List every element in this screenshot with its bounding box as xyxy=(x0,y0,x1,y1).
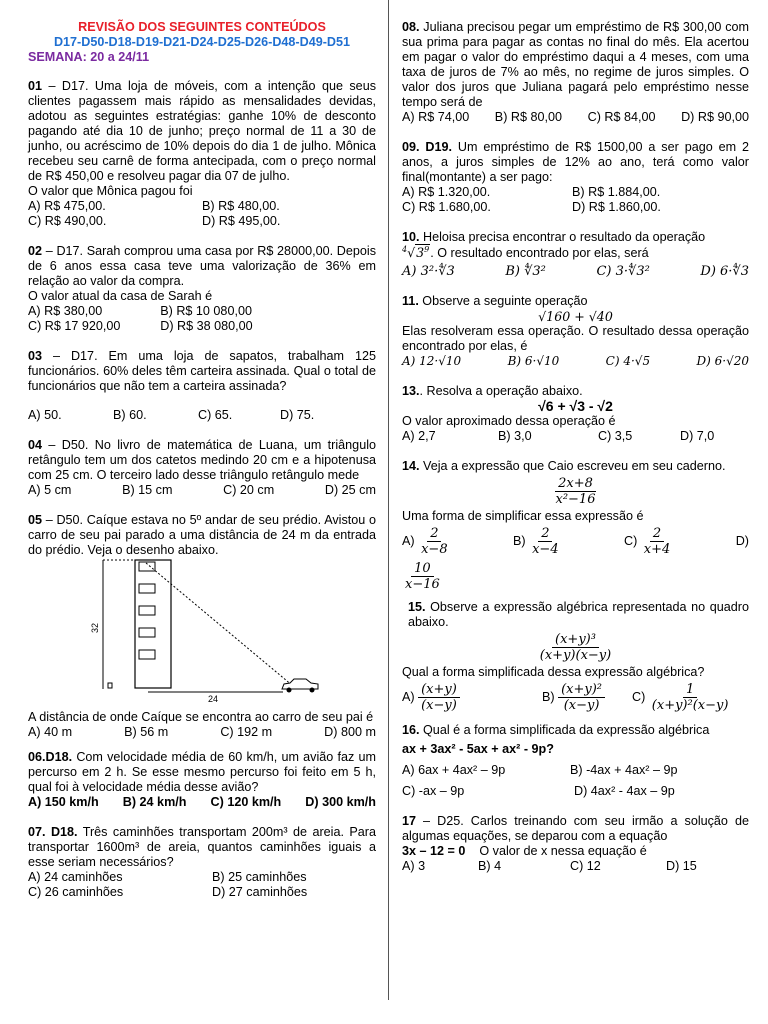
option-c[interactable]: C) 3·∜3² xyxy=(596,264,650,279)
question-number: 11. xyxy=(402,294,419,308)
question-text: Juliana precisou pegar um empréstimo de R$ 300,00 com sua prima para pagar as contas no final do mês. Ela acertou em pagar o valor do empréstimo daqui a 4 meses, com uma taxa de juros de 7% ao mês, no regime de juros simples. O valor dos juros que Juliana pagará pelo empréstimo nesse tempo será de xyxy=(402,20,749,109)
option-numerator: (x+y)² xyxy=(558,682,605,698)
question-prompt: Qual a forma simplificada dessa expressão algébrica? xyxy=(402,665,705,679)
expression: ax + 3ax² - 5ax + ax² - 9p? xyxy=(402,742,554,756)
option-b[interactable]: B) 6·√10 xyxy=(507,354,560,368)
question-text: Qual é a forma simplificada da expressão algébrica xyxy=(419,723,710,737)
option-d[interactable]: D) 300 km/h xyxy=(305,795,376,809)
option-b[interactable]: B) 25 caminhões xyxy=(212,870,307,884)
option-b[interactable] xyxy=(542,682,632,713)
option-c[interactable]: C) 4·√5 xyxy=(605,354,651,368)
question-text: Três caminhões transportam 200m³ de areia. Para transportar 1600m³ de areia, quantos caminhões iguais a esse seriam necessários? xyxy=(28,825,376,869)
options xyxy=(28,304,376,334)
option-label: B) xyxy=(513,533,526,548)
option-label: A) xyxy=(402,533,415,548)
option-d[interactable]: D) R$ 1.860,00. xyxy=(572,200,661,214)
fraction-denominator: (x+y)(x−y) xyxy=(539,648,612,663)
option-numerator: 10 xyxy=(411,561,434,577)
left-column xyxy=(28,20,376,915)
options xyxy=(402,110,749,125)
option-a[interactable]: A) 2,7 xyxy=(402,429,436,443)
option-denominator: x+4 xyxy=(643,542,671,557)
option-d-label[interactable]: D) xyxy=(735,534,749,548)
option-d[interactable]: D) 15 xyxy=(666,859,697,873)
option-label: C) xyxy=(632,689,646,704)
options xyxy=(402,354,749,369)
option-b[interactable]: B) R$ 1.884,00. xyxy=(572,185,661,199)
question-text: Heloisa precisa encontrar o resultado da operação xyxy=(419,230,706,244)
options xyxy=(28,408,376,423)
option-denominator: x−16 xyxy=(405,577,440,592)
option-b[interactable]: B) 56 m xyxy=(124,725,169,739)
option-a[interactable]: A) 50. xyxy=(28,408,62,422)
header-week: SEMANA: 20 a 24/11 xyxy=(28,50,150,64)
options xyxy=(28,870,376,900)
option-b[interactable]: B) ∜3² xyxy=(505,264,546,279)
options xyxy=(28,725,376,740)
options xyxy=(28,483,376,498)
fraction-numerator: 2x+8 xyxy=(555,476,596,492)
options xyxy=(28,795,376,810)
option-c[interactable]: C) R$ 490,00. xyxy=(28,214,107,228)
option-denominator: (x−y) xyxy=(421,698,457,713)
option-c[interactable]: C) 192 m xyxy=(220,725,273,739)
question-number: 13. xyxy=(402,384,420,398)
option-b[interactable]: B) 15 cm xyxy=(122,483,173,497)
equation: 3x – 12 = 0 xyxy=(402,844,466,858)
option-d[interactable]: D) 4ax² - 4ax – 9p xyxy=(574,784,675,798)
option-a[interactable] xyxy=(402,526,451,557)
option-c[interactable]: C) R$ 1.680,00. xyxy=(402,200,491,214)
option-denominator: x−4 xyxy=(532,542,559,557)
option-c[interactable]: C) 26 caminhões xyxy=(28,885,124,899)
radical-expression: $^4√3^9$ xyxy=(402,244,430,260)
option-numerator: 1 xyxy=(683,682,697,698)
option-a[interactable]: A) 3 xyxy=(402,859,426,873)
option-a[interactable] xyxy=(402,682,542,713)
option-a[interactable]: A) R$ 475,00. xyxy=(28,199,106,213)
option-b[interactable]: B) -4ax + 4ax² – 9p xyxy=(570,763,678,777)
question-text: Com velocidade média de 60 km/h, um avião faz um percurso em 2 h. Se esse mesmo percurso foi feito em 5 h, qual foi à velocidade média desse avião? xyxy=(28,750,376,794)
option-d[interactable]: D) 27 caminhões xyxy=(212,885,308,899)
question-03 xyxy=(28,349,376,423)
question-number: 03 xyxy=(28,349,43,363)
option-b[interactable]: B) 24 km/h xyxy=(122,795,187,809)
question-text: Veja a expressão que Caio escreveu em seu caderno. xyxy=(419,459,726,473)
right-column xyxy=(402,20,749,889)
question-text-2: . O resultado encontrado por elas, será xyxy=(430,246,649,260)
fraction-numerator: (x+y)³ xyxy=(552,632,599,648)
building xyxy=(108,560,171,688)
building-car-diagram xyxy=(28,558,376,710)
fraction-denominator: x²−16 xyxy=(555,492,596,507)
option-a[interactable]: A) 3²·∜3 xyxy=(402,264,455,279)
option-a[interactable]: A) 24 caminhões xyxy=(28,870,123,884)
option-label: A) xyxy=(402,689,415,704)
question-07 xyxy=(28,825,376,900)
header-title: REVISÃO DOS SEGUINTES CONTEÚDOS xyxy=(78,20,326,34)
question-text: . Resolva a operação abaixo. xyxy=(419,384,583,398)
option-b[interactable]: B) 4 xyxy=(478,859,502,873)
question-13 xyxy=(402,384,749,444)
option-a[interactable]: A) 12·√10 xyxy=(402,354,462,368)
question-number: 06.D18. xyxy=(28,750,73,764)
question-text: – D17. Em uma loja de sapatos, trabalham 125 funcionários. 60% deles têm carteira assinada. Qual o total de funcionários que não tem a carteira assinada? xyxy=(28,349,376,393)
option-c[interactable]: C) R$ 84,00 xyxy=(587,110,656,124)
options xyxy=(28,199,376,229)
question-number: 02 xyxy=(28,244,43,258)
question-06 xyxy=(28,750,376,810)
operation-expression: √6 + √3 - √2 xyxy=(538,398,613,414)
question-prompt: O valor de x nessa equação é xyxy=(479,844,647,858)
option-b[interactable]: B) R$ 480,00. xyxy=(202,199,280,213)
question-number: 08. xyxy=(402,20,420,34)
question-number: 07. D18. xyxy=(28,825,78,839)
option-denominator: (x−y) xyxy=(563,698,600,713)
question-text: Um empréstimo de R$ 1500,00 a ser pago em 2 anos, a juros simples de 12% ao ano, terá como valor final(montante) a ser pago: xyxy=(402,140,749,184)
option-b[interactable]: B) R$ 10 080,00 xyxy=(160,304,252,318)
option-d[interactable]: D) R$ 38 080,00 xyxy=(160,319,253,333)
header-codes: D17-D50-D18-D19-D21-D24-D25-D26-D48-D49-D51 xyxy=(53,35,351,49)
question-text-2: Elas resolveram essa operação. O resultado dessa operação encontrado por elas, é xyxy=(402,324,749,353)
question-text: Observe a seguinte operação xyxy=(418,294,588,308)
question-number: 14. xyxy=(402,459,420,473)
question-text: – D25. Carlos treinando com seu irmão a solução de algumas equações, se deparou com a equação xyxy=(402,814,749,843)
question-prompt: O valor que Mônica pagou foi xyxy=(28,184,193,198)
question-text: – D50. Caíque estava no 5º andar de seu prédio. Avistou o carro de seu pai parado a uma distância de 24 m da entrada do prédio. Veja o desenho abaixo. xyxy=(28,513,376,557)
option-a[interactable]: A) R$ 1.320,00. xyxy=(402,185,491,199)
option-c[interactable]: C) 12 xyxy=(570,859,601,873)
question-text: – D50. No livro de matemática de Luana, um triângulo retângulo tem um dos catetos medindo 20 cm e a hipotenusa com 25 cm. O terceiro lado desse triângulo retângulo mede xyxy=(28,438,376,482)
expression-fraction xyxy=(553,476,599,507)
option-a[interactable]: A) 40 m xyxy=(28,725,73,739)
option-c[interactable]: C) R$ 17 920,00 xyxy=(28,319,121,333)
expression-fraction xyxy=(537,632,614,663)
question-15 xyxy=(402,600,749,713)
question-02 xyxy=(28,244,376,334)
option-denominator: (x+y)²(x−y) xyxy=(651,698,729,713)
options xyxy=(402,429,749,444)
question-number: 17 xyxy=(402,814,417,828)
option-c[interactable] xyxy=(624,526,673,557)
option-c[interactable]: C) -ax – 9p xyxy=(402,784,465,798)
option-numerator: 2 xyxy=(538,526,552,542)
option-c[interactable]: C) 120 km/h xyxy=(210,795,282,809)
options xyxy=(402,682,749,713)
option-b[interactable]: B) 3,0 xyxy=(498,429,532,443)
options xyxy=(402,859,749,874)
question-04 xyxy=(28,438,376,498)
column-divider xyxy=(388,0,389,1000)
option-a[interactable]: A) 150 km/h xyxy=(28,795,99,809)
question-text: – D17. Sarah comprou uma casa por R$ 28000,00. Depois de 6 anos essa casa teve uma valorização de 36% em relação ao valor da compra. xyxy=(28,244,376,288)
options xyxy=(402,526,749,557)
question-number: 10. xyxy=(402,230,420,244)
question-number: 16. xyxy=(402,723,420,737)
option-b[interactable]: B) 60. xyxy=(113,408,147,422)
question-number: 15. xyxy=(408,600,426,614)
question-prompt: A distância de onde Caíque se encontra ao carro de seu pai é xyxy=(28,710,374,724)
option-d[interactable]: D) 800 m xyxy=(324,725,376,739)
question-01 xyxy=(28,79,376,229)
option-c[interactable]: C) 3,5 xyxy=(598,429,633,443)
question-09 xyxy=(402,140,749,215)
question-text: Observe a expressão algébrica representada no quadro abaixo. xyxy=(408,600,749,629)
question-text: – D17. Uma loja de móveis, com a intenção que seus clientes pagassem mais rápido as mensalidades devidas, adotou as seguintes estratégias: ganhe 10% de desconto pagando até dia 10 de junho; preço normal de 11 a 30 de junho, ou acréscimo de 10% depois do dia 1 de julho. Mônica recebeu seu carnê de forma antecipada, com o preço normal de R$ 450,00 e resolveu pagar dia 07 de julho. xyxy=(28,79,376,183)
option-d[interactable]: D) R$ 495,00. xyxy=(202,214,281,228)
question-16 xyxy=(402,723,749,799)
option-numerator: 2 xyxy=(650,526,664,542)
option-d[interactable]: D) 75. xyxy=(280,408,315,422)
question-prompt: O valor atual da casa de Sarah é xyxy=(28,289,213,303)
option-c[interactable]: C) 65. xyxy=(198,408,233,422)
question-17 xyxy=(402,814,749,874)
option-d[interactable]: D) 25 cm xyxy=(324,483,376,497)
option-label: B) xyxy=(542,689,555,704)
option-d[interactable]: D) 6·√20 xyxy=(696,354,749,368)
question-number: 01 xyxy=(28,79,43,93)
option-d[interactable]: D) 7,0 xyxy=(680,429,715,443)
option-d[interactable] xyxy=(402,561,749,592)
question-number: 09. D19. xyxy=(402,140,453,154)
question-14 xyxy=(402,459,749,592)
question-10 xyxy=(402,230,749,279)
options xyxy=(402,264,749,279)
option-a[interactable]: A) R$ 74,00 xyxy=(402,110,470,124)
option-c[interactable]: C) 20 cm xyxy=(223,483,275,497)
option-numerator: 2 xyxy=(427,526,441,542)
option-c[interactable] xyxy=(632,682,731,713)
height-label: 32 xyxy=(90,622,100,634)
question-number: 04 xyxy=(28,438,43,452)
question-number: 05 xyxy=(28,513,43,527)
option-b[interactable] xyxy=(513,526,562,557)
option-a[interactable]: A) 6ax + 4ax² – 9p xyxy=(402,763,506,777)
option-numerator: (x+y) xyxy=(418,682,460,698)
question-prompt: O valor aproximado dessa operação é xyxy=(402,414,616,428)
options xyxy=(402,763,749,799)
question-08 xyxy=(402,20,749,125)
option-b[interactable]: B) R$ 80,00 xyxy=(494,110,563,124)
option-a[interactable]: A) 5 cm xyxy=(28,483,72,497)
option-d[interactable]: D) 6·∜3 xyxy=(700,264,749,279)
options xyxy=(402,185,749,215)
question-prompt: Uma forma de simplificar essa expressão é xyxy=(402,509,644,523)
question-11 xyxy=(402,294,749,369)
question-05 xyxy=(28,513,376,740)
option-label: C) xyxy=(624,533,638,548)
option-denominator: x−8 xyxy=(421,542,448,557)
operation-expression: √160 + √40 xyxy=(538,309,613,324)
option-a[interactable]: A) R$ 380,00 xyxy=(28,304,103,318)
option-d[interactable]: D) R$ 90,00 xyxy=(681,110,749,124)
distance-label: 24 xyxy=(207,694,219,704)
